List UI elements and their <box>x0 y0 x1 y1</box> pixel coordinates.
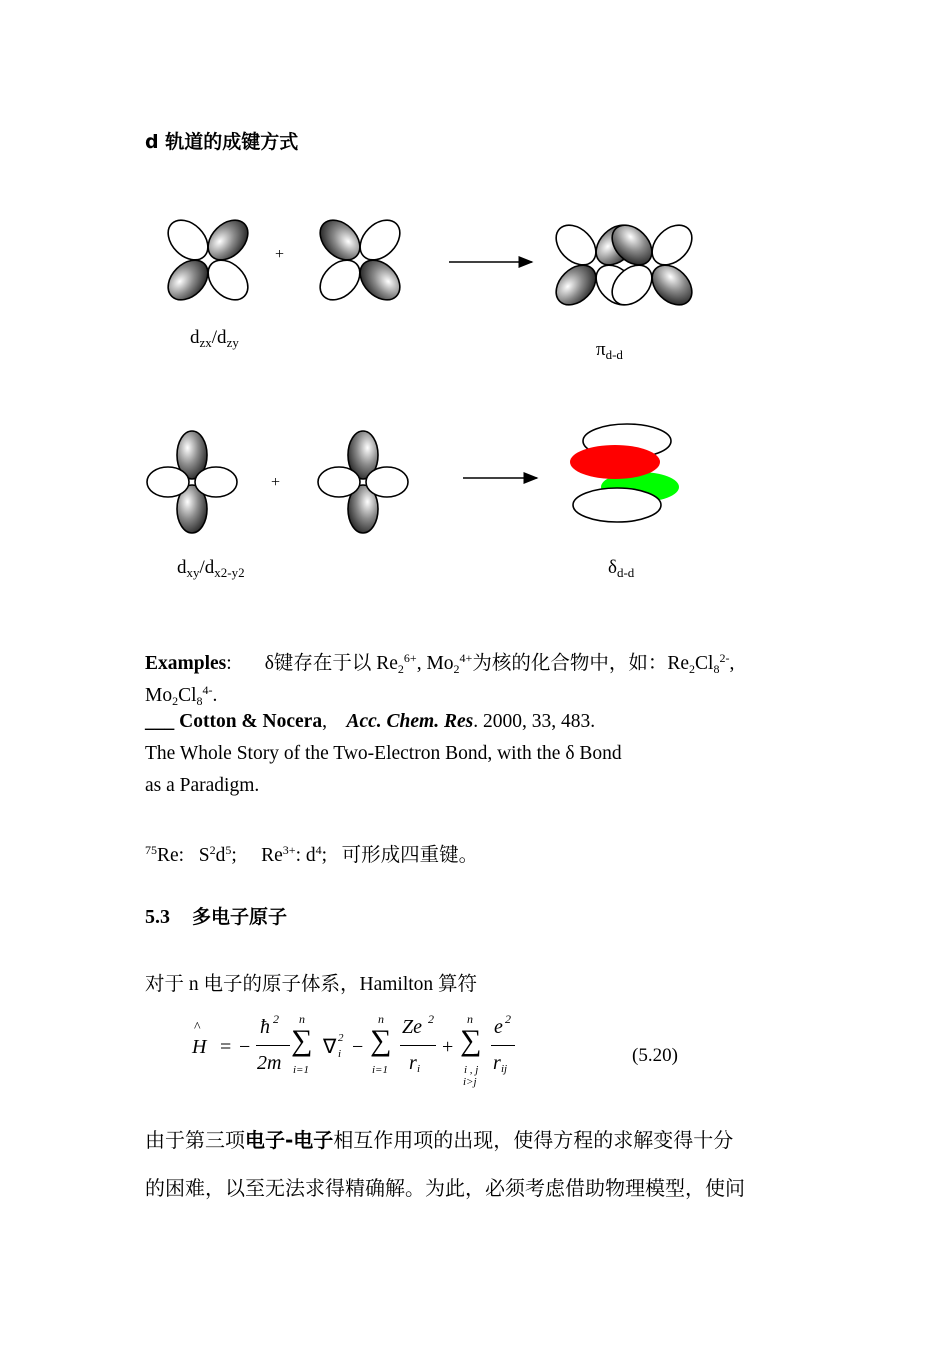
examples-line-1: Examples: δ键存在于以 $Re_2^{6+}$, $Mo_2^{4+}$为核的化合物中，如：$Re_2Cl_8^{2-}$, <box>145 651 735 676</box>
dxy-orbital-shape <box>147 431 237 533</box>
paragraph-line-1: 由于第三项电子-电子相互作用项的出现，使得方程的求解变得十分 <box>145 1128 734 1152</box>
examples-line-2: $Mo_2Cl_8^{4-}$. <box>145 683 218 708</box>
section-heading-5-3: 5.3 多电子原子 <box>145 906 288 928</box>
reference-citation: ___ Cotton & Nocera, Acc. Chem. Res. 2000, 33, 483. <box>145 711 596 732</box>
rhenium-configuration: $^{75}$Re: $S^2d^5$; $Re^{3+}$: $d^4$; 可形成四重键。 <box>145 843 479 866</box>
delta-dd-label: $\delta_{d-d}$ <box>608 557 635 580</box>
hamiltonian-equation: H ^ = − ħ 2 2m n ∑ i=1 ∇ 2 i − n ∑ i=1 Ze 2 r i + n ∑ i , j i>j e 2 r ij <box>180 1012 740 1102</box>
hamilton-intro: 对于 n 电子的原子体系，Hamilton 算符 <box>145 974 478 995</box>
delta-dd-orbital-shape <box>570 424 679 522</box>
dzx-dzy-label: $d_{zx}/d_{zy}$ <box>190 327 239 350</box>
pi-dd-label: $\pi_{d-d}$ <box>596 339 623 362</box>
equation-number: (5.20) <box>632 1045 678 1066</box>
reference-title-line-2: as a Paradigm. <box>145 775 260 796</box>
paragraph-line-2: 的困难，以至无法求得精确解。为此，必须考虑借助物理模型，使问 <box>145 1176 745 1200</box>
reference-title-line-1: The Whole Story of the Two-Electron Bond, with the δ Bond <box>145 743 622 764</box>
dzy-orbital-shape <box>312 212 407 307</box>
plus-sign-2: + <box>271 474 281 491</box>
dx2-y2-orbital-shape <box>318 431 408 533</box>
plus-sign-1: + <box>275 246 285 263</box>
section-title: d 轨道的成键方式 <box>145 131 299 153</box>
pi-dd-orbital-shape <box>548 217 699 312</box>
dxy-dx2y2-label: $d_{xy}/d_{x2-y2}$ <box>177 557 245 580</box>
dzx-orbital-shape <box>160 212 255 307</box>
